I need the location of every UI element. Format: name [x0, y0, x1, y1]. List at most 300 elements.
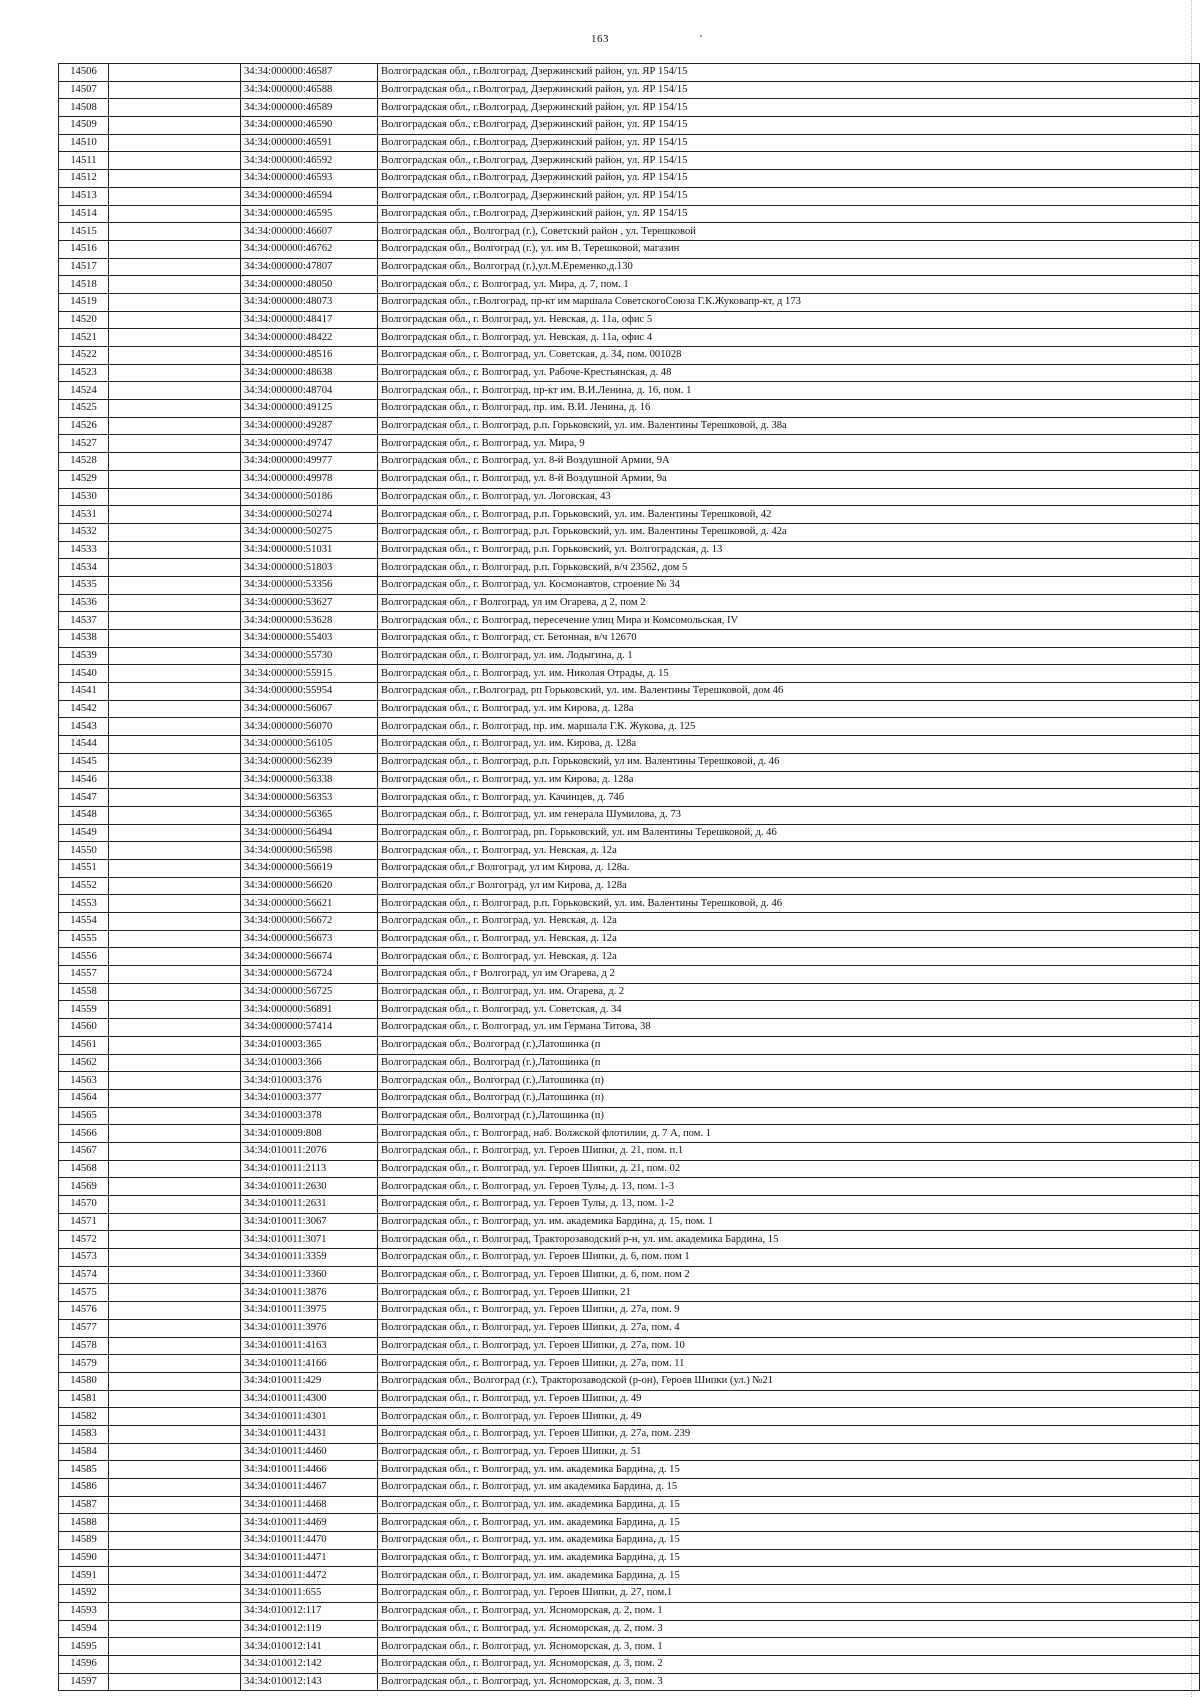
- empty-cell: [109, 1602, 241, 1620]
- cadastral-number-cell: 34:34:000000:46592: [241, 152, 378, 170]
- empty-cell: [109, 842, 241, 860]
- cadastral-number-cell: 34:34:010011:4470: [241, 1532, 378, 1550]
- address-cell: Волгоградская обл., г.Волгоград, Дзержинский район, ул. ЯР 154/15: [378, 152, 1200, 170]
- empty-cell: [109, 1673, 241, 1691]
- empty-cell: [109, 753, 241, 771]
- cadastral-number-cell: 34:34:000000:51803: [241, 559, 378, 577]
- cadastral-number-cell: 34:34:000000:46594: [241, 187, 378, 205]
- table-row: [59, 1178, 1200, 1196]
- empty-cell: [109, 1213, 241, 1231]
- empty-cell: [109, 170, 241, 188]
- empty-cell: [109, 895, 241, 913]
- address-cell: Волгоградская обл., г. Волгоград, ул. Героев Шипки, д. 27а, пом. 239: [378, 1425, 1200, 1443]
- row-number-cell: 14519: [59, 293, 109, 311]
- address-cell: Волгоградская обл., г. Волгоград, ул. Невская, д. 12а: [378, 948, 1200, 966]
- empty-cell: [109, 948, 241, 966]
- row-number-cell: 14561: [59, 1036, 109, 1054]
- table-row: [59, 576, 1200, 594]
- cadastral-number-cell: 34:34:000000:49125: [241, 400, 378, 418]
- cadastral-number-cell: 34:34:000000:46588: [241, 81, 378, 99]
- address-cell: Волгоградская обл., г. Волгоград, ул. Логовская, 43: [378, 488, 1200, 506]
- address-cell: Волгоградская обл., г. Волгоград, ул. им. Кирова, д. 128а: [378, 736, 1200, 754]
- address-cell: Волгоградская обл., г. Волгоград, ул. Героев Шипки, д. 21, пом. 02: [378, 1160, 1200, 1178]
- address-cell: Волгоградская обл., г. Волгоград, ул. им. академика Бардина, д. 15: [378, 1496, 1200, 1514]
- cadastral-number-cell: 34:34:010011:3071: [241, 1231, 378, 1249]
- cadastral-number-cell: 34:34:010011:3360: [241, 1266, 378, 1284]
- address-cell: Волгоградская обл., Волгоград (г.), Советский район , ул. Терешковой: [378, 223, 1200, 241]
- row-number-cell: 14506: [59, 64, 109, 82]
- row-number-cell: 14590: [59, 1549, 109, 1567]
- address-cell: Волгоградская обл., г. Волгоград, ул. 8-й Воздушной Армии, 9а: [378, 470, 1200, 488]
- cadastral-number-cell: 34:34:000000:56619: [241, 859, 378, 877]
- cadastral-number-cell: 34:34:010011:4460: [241, 1443, 378, 1461]
- row-number-cell: 14557: [59, 966, 109, 984]
- cadastral-number-cell: 34:34:000000:56353: [241, 789, 378, 807]
- empty-cell: [109, 718, 241, 736]
- cadastral-number-cell: 34:34:000000:46593: [241, 170, 378, 188]
- empty-cell: [109, 913, 241, 931]
- table-row: [59, 665, 1200, 683]
- row-number-cell: 14578: [59, 1337, 109, 1355]
- row-number-cell: 14516: [59, 240, 109, 258]
- empty-cell: [109, 1072, 241, 1090]
- empty-cell: [109, 329, 241, 347]
- cadastral-number-cell: 34:34:000000:56105: [241, 736, 378, 754]
- address-cell: Волгоградская обл., г. Волгоград, ул. Ясноморская, д. 2, пом. 3: [378, 1620, 1200, 1638]
- row-number-cell: 14575: [59, 1284, 109, 1302]
- empty-cell: [109, 347, 241, 365]
- empty-cell: [109, 930, 241, 948]
- address-cell: Волгоградская обл., г. Волгоград, ул. им. академика Бардина, д. 15: [378, 1532, 1200, 1550]
- address-cell: Волгоградская обл., г. Волгоград, ул. Ясноморская, д. 3, пом. 1: [378, 1638, 1200, 1656]
- table-row: [59, 983, 1200, 1001]
- row-number-cell: 14543: [59, 718, 109, 736]
- table-row: [59, 789, 1200, 807]
- address-cell: Волгоградская обл., г. Волгоград, ул. Героев Шипки, д. 21, пом. п.1: [378, 1142, 1200, 1160]
- table-row: [59, 1072, 1200, 1090]
- address-cell: Волгоградская обл., г. Волгоград, Тракторозаводский р-н, ул. им. академика Бардина, 15: [378, 1231, 1200, 1249]
- row-number-cell: 14573: [59, 1249, 109, 1267]
- empty-cell: [109, 1266, 241, 1284]
- cadastral-number-cell: 34:34:000000:53356: [241, 576, 378, 594]
- empty-cell: [109, 966, 241, 984]
- row-number-cell: 14581: [59, 1390, 109, 1408]
- table-row: [59, 1372, 1200, 1390]
- table-row: [59, 187, 1200, 205]
- empty-cell: [109, 152, 241, 170]
- cadastral-number-cell: 34:34:010009:808: [241, 1125, 378, 1143]
- address-cell: Волгоградская обл., г. Волгоград, ул. Советская, д. 34, пом. 001028: [378, 347, 1200, 365]
- row-number-cell: 14570: [59, 1196, 109, 1214]
- row-number-cell: 14580: [59, 1372, 109, 1390]
- table-row: [59, 1160, 1200, 1178]
- address-cell: Волгоградская обл., г.Волгоград, Дзержинский район, ул. ЯР 154/15: [378, 170, 1200, 188]
- empty-cell: [109, 417, 241, 435]
- address-cell: Волгоградская обл., г. Волгоград, ул. Качинцев, д. 74б: [378, 789, 1200, 807]
- row-number-cell: 14566: [59, 1125, 109, 1143]
- empty-cell: [109, 1461, 241, 1479]
- row-number-cell: 14521: [59, 329, 109, 347]
- table-row: [59, 930, 1200, 948]
- row-number-cell: 14579: [59, 1355, 109, 1373]
- address-cell: Волгоградская обл., г. Волгоград, ул. им. Лодыгина, д. 1: [378, 647, 1200, 665]
- table-row: [59, 612, 1200, 630]
- empty-cell: [109, 1390, 241, 1408]
- table-row: [59, 1620, 1200, 1638]
- address-cell: Волгоградская обл., г. Волгоград, ул. Мира, 9: [378, 435, 1200, 453]
- address-cell: Волгоградская обл., г. Волгоград, ул. Ясноморская, д. 3, пом. 2: [378, 1655, 1200, 1673]
- table-row: [59, 1196, 1200, 1214]
- row-number-cell: 14563: [59, 1072, 109, 1090]
- address-cell: Волгоградская обл., г. Волгоград, ул. Героев Шипки, 21: [378, 1284, 1200, 1302]
- cadastral-number-cell: 34:34:000000:48073: [241, 293, 378, 311]
- empty-cell: [109, 612, 241, 630]
- address-cell: Волгоградская обл., Волгоград (г.),Латошинка (п): [378, 1089, 1200, 1107]
- table-row: [59, 364, 1200, 382]
- cadastral-number-cell: 34:34:010011:2631: [241, 1196, 378, 1214]
- cadastral-number-cell: 34:34:010012:143: [241, 1673, 378, 1691]
- cadastral-number-cell: 34:34:000000:50186: [241, 488, 378, 506]
- table-row: [59, 1319, 1200, 1337]
- empty-cell: [109, 1160, 241, 1178]
- table-row: [59, 1266, 1200, 1284]
- empty-cell: [109, 488, 241, 506]
- table-row: [59, 1125, 1200, 1143]
- address-cell: Волгоградская обл., г. Волгоград, ул. им генерала Шумилова, д. 73: [378, 806, 1200, 824]
- cadastral-number-cell: 34:34:000000:56067: [241, 700, 378, 718]
- row-number-cell: 14562: [59, 1054, 109, 1072]
- table-row: [59, 753, 1200, 771]
- address-cell: Волгоградская обл., г.Волгоград, Дзержинский район, ул. ЯР 154/15: [378, 64, 1200, 82]
- empty-cell: [109, 1231, 241, 1249]
- address-cell: Волгоградская обл., г.Волгоград, Дзержинский район, ул. ЯР 154/15: [378, 117, 1200, 135]
- row-number-cell: 14522: [59, 347, 109, 365]
- table-row: [59, 1673, 1200, 1691]
- empty-cell: [109, 1196, 241, 1214]
- empty-cell: [109, 576, 241, 594]
- empty-cell: [109, 506, 241, 524]
- address-cell: Волгоградская обл., Волгоград (г.), ул. им В. Терешковой, магазин: [378, 240, 1200, 258]
- address-cell: Волгоградская обл., г. Волгоград, р.п. Горьковский, ул. Волгоградская, д. 13: [378, 541, 1200, 559]
- address-cell: Волгоградская обл., г.Волгоград, Дзержинский район, ул. ЯР 154/15: [378, 81, 1200, 99]
- cadastral-number-cell: 34:34:000000:46607: [241, 223, 378, 241]
- row-number-cell: 14534: [59, 559, 109, 577]
- address-cell: Волгоградская обл., г. Волгоград, ул. Ясноморская, д. 2, пом. 1: [378, 1602, 1200, 1620]
- address-cell: Волгоградская обл., г. Волгоград, пересечение улиц Мира и Комсомольская, IV: [378, 612, 1200, 630]
- empty-cell: [109, 435, 241, 453]
- table-row: [59, 1496, 1200, 1514]
- address-cell: Волгоградская обл., г. Волгоград, ул. Героев Шипки, д. 6, пом. пом 2: [378, 1266, 1200, 1284]
- address-cell: Волгоградская обл., г. Волгоград, р.п. Горьковский, ул. им. Валентины Терешковой, д. 38а: [378, 417, 1200, 435]
- cadastral-number-cell: 34:34:010012:119: [241, 1620, 378, 1638]
- cadastral-number-cell: 34:34:010011:4469: [241, 1514, 378, 1532]
- table-row: [59, 1284, 1200, 1302]
- empty-cell: [109, 736, 241, 754]
- table-row: [59, 1337, 1200, 1355]
- table-row: [59, 842, 1200, 860]
- row-number-cell: 14596: [59, 1655, 109, 1673]
- cadastral-number-cell: 34:34:010011:3067: [241, 1213, 378, 1231]
- empty-cell: [109, 64, 241, 82]
- table-row: [59, 1443, 1200, 1461]
- empty-cell: [109, 983, 241, 1001]
- table-row: [59, 859, 1200, 877]
- table-row: [59, 1514, 1200, 1532]
- cadastral-number-cell: 34:34:000000:56672: [241, 913, 378, 931]
- address-cell: Волгоградская обл., г.Волгоград, Дзержинский район, ул. ЯР 154/15: [378, 99, 1200, 117]
- row-number-cell: 14584: [59, 1443, 109, 1461]
- empty-cell: [109, 1019, 241, 1037]
- empty-cell: [109, 1125, 241, 1143]
- cadastral-number-cell: 34:34:000000:56494: [241, 824, 378, 842]
- cadastral-number-cell: 34:34:010011:2113: [241, 1160, 378, 1178]
- address-cell: Волгоградская обл., г. Волгоград, р.п. Горьковский, ул им. Валентины Терешковой, д. 46: [378, 753, 1200, 771]
- cadastral-number-cell: 34:34:000000:56598: [241, 842, 378, 860]
- empty-cell: [109, 1549, 241, 1567]
- cadastral-number-cell: 34:34:000000:55954: [241, 683, 378, 701]
- cadastral-number-cell: 34:34:000000:46762: [241, 240, 378, 258]
- empty-cell: [109, 647, 241, 665]
- cadastral-number-cell: 34:34:000000:56673: [241, 930, 378, 948]
- table-row: [59, 453, 1200, 471]
- cadastral-number-cell: 34:34:000000:49977: [241, 453, 378, 471]
- empty-cell: [109, 1036, 241, 1054]
- empty-cell: [109, 541, 241, 559]
- row-number-cell: 14512: [59, 170, 109, 188]
- cadastral-number-cell: 34:34:000000:56620: [241, 877, 378, 895]
- cadastral-number-cell: 34:34:000000:56070: [241, 718, 378, 736]
- row-number-cell: 14515: [59, 223, 109, 241]
- row-number-cell: 14552: [59, 877, 109, 895]
- cadastral-number-cell: 34:34:010011:4300: [241, 1390, 378, 1408]
- address-cell: Волгоградская обл., г. Волгоград, ул. им. академика Бардина, д. 15: [378, 1461, 1200, 1479]
- table-row: [59, 347, 1200, 365]
- cadastral-number-cell: 34:34:000000:48704: [241, 382, 378, 400]
- empty-cell: [109, 1408, 241, 1426]
- row-number-cell: 14559: [59, 1001, 109, 1019]
- cadastral-number-cell: 34:34:010003:365: [241, 1036, 378, 1054]
- row-number-cell: 14539: [59, 647, 109, 665]
- table-row: [59, 1638, 1200, 1656]
- table-row: [59, 311, 1200, 329]
- address-cell: Волгоградская обл., г. Волгоград, ул. Невская, д. 12а: [378, 842, 1200, 860]
- cadastral-number-cell: 34:34:000000:56239: [241, 753, 378, 771]
- row-number-cell: 14535: [59, 576, 109, 594]
- row-number-cell: 14547: [59, 789, 109, 807]
- row-number-cell: 14509: [59, 117, 109, 135]
- row-number-cell: 14572: [59, 1231, 109, 1249]
- table-row: [59, 877, 1200, 895]
- address-cell: Волгоградская обл., г.Волгоград, рп Горьковский, ул. им. Валентины Терешковой, дом 46: [378, 683, 1200, 701]
- table-row: [59, 1461, 1200, 1479]
- row-number-cell: 14582: [59, 1408, 109, 1426]
- table-row: [59, 594, 1200, 612]
- address-cell: Волгоградская обл., г. Волгоград, ул. Невская, д. 11а, офис 5: [378, 311, 1200, 329]
- cadastral-number-cell: 34:34:010003:377: [241, 1089, 378, 1107]
- address-cell: Волгоградская обл., г. Волгоград, ул. Героев Шипки, д. 49: [378, 1408, 1200, 1426]
- row-number-cell: 14548: [59, 806, 109, 824]
- row-number-cell: 14583: [59, 1425, 109, 1443]
- table-row: [59, 1054, 1200, 1072]
- address-cell: Волгоградская обл., г. Волгоград, ул. Героев Шипки, д. 49: [378, 1390, 1200, 1408]
- address-cell: Волгоградская обл., г. Волгоград, ул. им. академика Бардина, д. 15, пом. 1: [378, 1213, 1200, 1231]
- table-row: [59, 1302, 1200, 1320]
- cadastral-number-cell: 34:34:000000:56338: [241, 771, 378, 789]
- row-number-cell: 14542: [59, 700, 109, 718]
- empty-cell: [109, 523, 241, 541]
- address-cell: Волгоградская обл., г. Волгоград, ул. Героев Шипки, д. 27а, пом. 9: [378, 1302, 1200, 1320]
- empty-cell: [109, 824, 241, 842]
- table-row: [59, 895, 1200, 913]
- address-cell: Волгоградская обл., г. Волгоград, ул. им. академика Бардина, д. 15: [378, 1567, 1200, 1585]
- address-cell: Волгоградская обл., г. Волгоград, ул. Невская, д. 11а, офис 4: [378, 329, 1200, 347]
- row-number-cell: 14591: [59, 1567, 109, 1585]
- address-cell: Волгоградская обл., г. Волгоград, ул. Космонавтов, строение № 34: [378, 576, 1200, 594]
- empty-cell: [109, 1532, 241, 1550]
- address-cell: Волгоградская обл., Волгоград (г.), Тракторозаводской (р-он), Героев Шипки (ул.) №21: [378, 1372, 1200, 1390]
- address-cell: Волгоградская обл., г. Волгоград, ул. Героев Шипки, д. 27, пом.1: [378, 1585, 1200, 1603]
- table-row: [59, 240, 1200, 258]
- row-number-cell: 14593: [59, 1602, 109, 1620]
- table-row: [59, 1655, 1200, 1673]
- table-row: [59, 541, 1200, 559]
- address-cell: Волгоградская обл.,г Волгоград, ул им Кирова, д. 128а.: [378, 859, 1200, 877]
- table-row: [59, 1036, 1200, 1054]
- cadastral-number-cell: 34:34:010011:4467: [241, 1479, 378, 1497]
- table-row: [59, 134, 1200, 152]
- table-row: [59, 1425, 1200, 1443]
- row-number-cell: 14568: [59, 1160, 109, 1178]
- row-number-cell: 14585: [59, 1461, 109, 1479]
- address-cell: Волгоградская обл., Волгоград (г.),Латошинка (п: [378, 1036, 1200, 1054]
- cadastral-number-cell: 34:34:000000:56725: [241, 983, 378, 1001]
- table-row: [59, 152, 1200, 170]
- table-row: [59, 1390, 1200, 1408]
- row-number-cell: 14558: [59, 983, 109, 1001]
- cadastral-number-cell: 34:34:000000:48638: [241, 364, 378, 382]
- cadastral-number-cell: 34:34:000000:49747: [241, 435, 378, 453]
- row-number-cell: 14540: [59, 665, 109, 683]
- row-number-cell: 14553: [59, 895, 109, 913]
- empty-cell: [109, 134, 241, 152]
- row-number-cell: 14587: [59, 1496, 109, 1514]
- row-number-cell: 14571: [59, 1213, 109, 1231]
- empty-cell: [109, 187, 241, 205]
- empty-cell: [109, 559, 241, 577]
- row-number-cell: 14520: [59, 311, 109, 329]
- empty-cell: [109, 1425, 241, 1443]
- cadastral-number-cell: 34:34:000000:48422: [241, 329, 378, 347]
- empty-cell: [109, 877, 241, 895]
- cadastral-number-cell: 34:34:000000:56724: [241, 966, 378, 984]
- empty-cell: [109, 1337, 241, 1355]
- table-row: [59, 1231, 1200, 1249]
- cadastral-number-cell: 34:34:010011:4166: [241, 1355, 378, 1373]
- empty-cell: [109, 470, 241, 488]
- empty-cell: [109, 1355, 241, 1373]
- address-cell: Волгоградская обл., г.Волгоград, Дзержинский район, ул. ЯР 154/15: [378, 187, 1200, 205]
- cadastral-number-cell: 34:34:000000:50275: [241, 523, 378, 541]
- table-row: [59, 824, 1200, 842]
- address-cell: Волгоградская обл., г. Волгоград, ул. Героев Тулы, д. 13, пом. 1-2: [378, 1196, 1200, 1214]
- row-number-cell: 14536: [59, 594, 109, 612]
- row-number-cell: 14551: [59, 859, 109, 877]
- table-row: [59, 683, 1200, 701]
- address-cell: Волгоградская обл., г. Волгоград, ул. Героев Шипки, д. 27а, пом. 11: [378, 1355, 1200, 1373]
- table-row: [59, 329, 1200, 347]
- table-row: [59, 948, 1200, 966]
- empty-cell: [109, 771, 241, 789]
- table-row: [59, 1602, 1200, 1620]
- table-row: [59, 1532, 1200, 1550]
- empty-cell: [109, 276, 241, 294]
- address-cell: Волгоградская обл., г. Волгоград, ст. Бетонная, в/ч 12670: [378, 630, 1200, 648]
- table-row: [59, 382, 1200, 400]
- row-number-cell: 14513: [59, 187, 109, 205]
- empty-cell: [109, 382, 241, 400]
- empty-cell: [109, 1496, 241, 1514]
- table-row: [59, 1019, 1200, 1037]
- address-cell: Волгоградская обл., г. Волгоград, ул. Невская, д. 12а: [378, 913, 1200, 931]
- page-number: 163: [591, 33, 609, 45]
- empty-cell: [109, 630, 241, 648]
- address-cell: Волгоградская обл., г. Волгоград, ул. 8-й Воздушной Армии, 9А: [378, 453, 1200, 471]
- row-number-cell: 14592: [59, 1585, 109, 1603]
- cadastral-number-cell: 34:34:010011:4468: [241, 1496, 378, 1514]
- row-number-cell: 14532: [59, 523, 109, 541]
- cadastral-number-cell: 34:34:010011:4163: [241, 1337, 378, 1355]
- address-cell: Волгоградская обл., г. Волгоград, наб. Волжской флотилии, д. 7 А, пом. 1: [378, 1125, 1200, 1143]
- table-row: [59, 1089, 1200, 1107]
- address-cell: Волгоградская обл., г. Волгоград, ул. им Кирова, д. 128а: [378, 700, 1200, 718]
- empty-cell: [109, 859, 241, 877]
- row-number-cell: 14524: [59, 382, 109, 400]
- table-row: [59, 736, 1200, 754]
- table-row: [59, 205, 1200, 223]
- address-cell: Волгоградская обл., г.Волгоград, Дзержинский район, ул. ЯР 154/15: [378, 134, 1200, 152]
- address-cell: Волгоградская обл., г. Волгоград, ул. Мира, д. 7, пом. 1: [378, 276, 1200, 294]
- table-row: [59, 559, 1200, 577]
- row-number-cell: 14586: [59, 1479, 109, 1497]
- address-cell: Волгоградская обл., г. Волгоград, пр. им. маршала Г.К. Жукова, д. 125: [378, 718, 1200, 736]
- address-cell: Волгоградская обл., г. Волгоград, ул. им. академика Бардина, д. 15: [378, 1514, 1200, 1532]
- empty-cell: [109, 1302, 241, 1320]
- row-number-cell: 14564: [59, 1089, 109, 1107]
- cadastral-number-cell: 34:34:010011:4472: [241, 1567, 378, 1585]
- empty-cell: [109, 117, 241, 135]
- table-row: [59, 1549, 1200, 1567]
- cadastral-number-cell: 34:34:000000:55730: [241, 647, 378, 665]
- address-cell: Волгоградская обл., г. Волгоград, пр. им. В.И. Ленина, д. 16: [378, 400, 1200, 418]
- table-row: [59, 64, 1200, 82]
- cadastral-number-cell: 34:34:010011:3359: [241, 1249, 378, 1267]
- cadastral-number-cell: 34:34:000000:57414: [241, 1019, 378, 1037]
- row-number-cell: 14531: [59, 506, 109, 524]
- table-row: [59, 1249, 1200, 1267]
- table-row: [59, 718, 1200, 736]
- cadastral-number-cell: 34:34:010011:2076: [241, 1142, 378, 1160]
- cadastral-number-cell: 34:34:000000:53627: [241, 594, 378, 612]
- row-number-cell: 14527: [59, 435, 109, 453]
- empty-cell: [109, 1620, 241, 1638]
- registry-table: [58, 63, 1200, 1691]
- cadastral-number-cell: 34:34:000000:50274: [241, 506, 378, 524]
- row-number-cell: 14517: [59, 258, 109, 276]
- table-row: [59, 913, 1200, 931]
- empty-cell: [109, 240, 241, 258]
- empty-cell: [109, 293, 241, 311]
- table-row: [59, 1142, 1200, 1160]
